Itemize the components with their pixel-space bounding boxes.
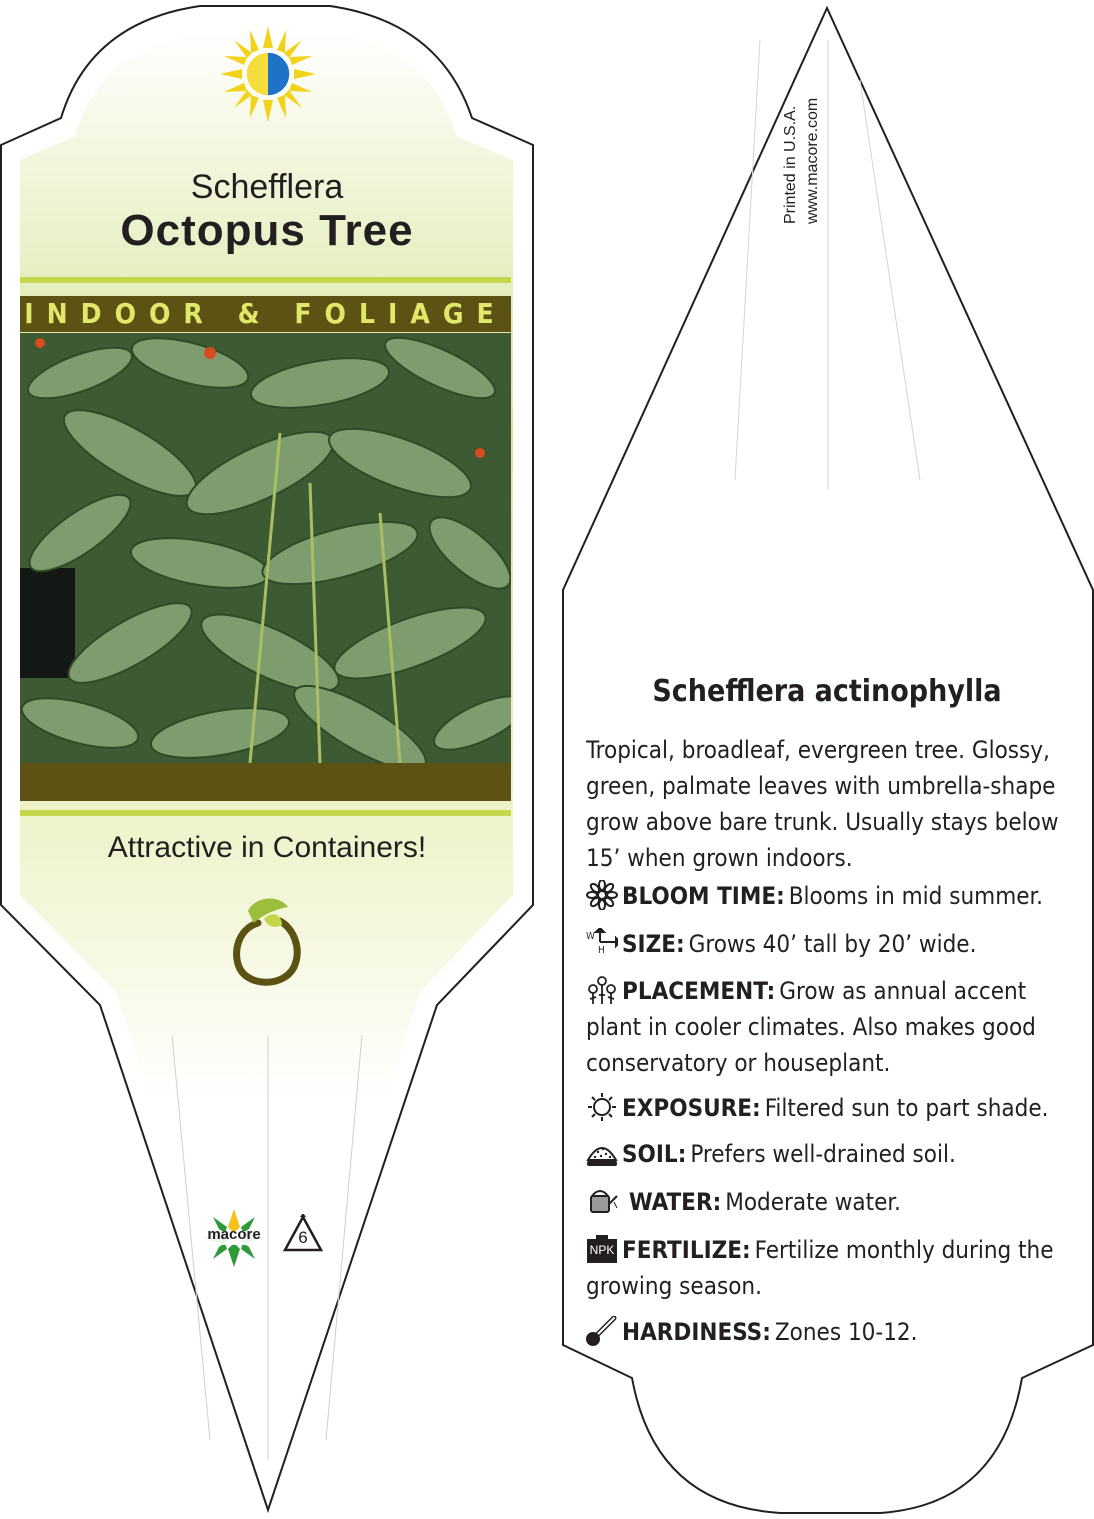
thermometer-icon [586,1316,618,1346]
common-name-top: Schefflera [190,168,344,206]
width-height-icon [586,928,618,958]
care-row-size [586,926,1066,962]
care-text: Fertilize monthly during the growing season. [586,1236,1054,1300]
care-row-bloom-time [586,878,1066,914]
fertilizer-icon-text: NPK [589,1243,615,1257]
photo-bottom-band [20,763,511,801]
category-label: INDOOR & FOLIAGE [24,297,507,330]
care-label: BLOOM TIME: [622,882,785,910]
printed-info [780,98,824,224]
care-text: Grow as annual accent plant in cooler climates. Also makes good conservatory or houseplant. [586,977,1036,1077]
plant-photo [20,333,511,763]
fertilizer-icon [586,1234,618,1264]
care-label: HARDINESS: [622,1318,771,1346]
care-text: Blooms in mid summer. [788,882,1044,910]
care-row-soil [586,1136,1066,1172]
care-row-exposure [586,1090,1066,1126]
care-row-fertilize [586,1232,1066,1304]
care-label: SOIL: [622,1140,687,1168]
flower-icon [586,880,618,910]
care-row-hardiness [586,1314,1066,1350]
care-row-placement [586,973,1066,1081]
care-text: Moderate water. [725,1188,901,1216]
soil-mound-icon [586,1138,618,1168]
tagline: Attractive in Containers! [107,831,427,864]
size-icon-h: H [598,945,605,956]
care-text: Prefers well-drained soil. [690,1140,956,1168]
green-rule-top [20,277,511,283]
sun-icon [586,1092,618,1122]
website: www.macore.com [804,97,821,224]
brand-logo-text: macore [207,1226,261,1243]
care-text: Grows 40’ tall by 20’ wide. [688,930,977,958]
care-row-water [586,1184,1066,1220]
plant-group-icon [586,975,618,1005]
size-icon-w: W [586,931,595,942]
scientific-name: Schefflera actinophylla [652,674,1002,709]
printed-in: Printed in U.S.A. [782,105,799,224]
common-name-main: Octopus Tree [120,206,414,255]
care-label: WATER: [628,1188,722,1216]
care-label: FERTILIZE: [622,1236,751,1264]
care-label: PLACEMENT: [622,977,776,1005]
watering-can-icon [586,1186,618,1216]
care-text: Filtered sun to part shade. [764,1094,1049,1122]
sprout-circle-icon [228,893,308,989]
care-text: Zones 10-12. [774,1318,918,1346]
care-label: EXPOSURE: [622,1094,761,1122]
care-label: SIZE: [622,930,685,958]
sun-partial-shade-icon [220,26,316,122]
plant-description: Tropical, broadleaf, evergreen tree. Glossy, green, palmate leaves with umbrella-shape grow above bare trunk. Usually stays below 15’ when grown indoors. [586,736,1059,872]
green-rule-bottom [20,810,511,816]
recycle-code: 6 [298,1228,308,1247]
